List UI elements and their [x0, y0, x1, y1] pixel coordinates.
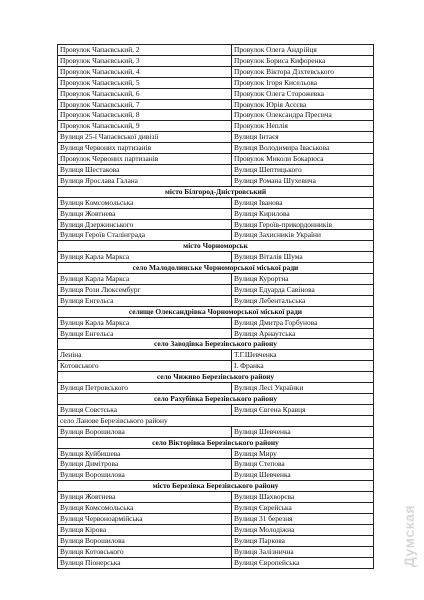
- new-street-name: Вулиця Курортна: [232, 274, 374, 285]
- section-title: село Вікторівка Березівського району: [58, 437, 374, 448]
- new-street-name: Вулиця Європейська: [232, 557, 374, 568]
- table-row: [58, 110, 374, 121]
- old-street-name: Вулиця Шестакова: [58, 164, 232, 175]
- new-street-name: Провулок Миколи Бокарюса: [232, 154, 374, 165]
- old-street-name: Вулиця Дзержинського: [58, 219, 232, 230]
- old-street-name: Вулиця Петровського: [58, 383, 232, 394]
- table-row: [58, 55, 374, 66]
- table-row: [58, 448, 374, 459]
- section-title: село Малодолинське Чорноморської міської ради: [58, 263, 374, 274]
- new-street-name: Вулиця Миру: [232, 448, 374, 459]
- table-row: [58, 208, 374, 219]
- old-street-name: Вулиця Червоних партизанів: [58, 143, 232, 154]
- table-row: [58, 383, 374, 394]
- new-street-name: Вулиця Віталія Шума: [232, 252, 374, 263]
- table-row: [58, 99, 374, 110]
- table-row: [58, 121, 374, 132]
- old-street-name: Вулиця Ярослава Галана: [58, 175, 232, 186]
- new-street-name: І. Франка: [232, 361, 374, 372]
- section-header-row: [58, 394, 374, 405]
- old-street-name: Провулок Чапаєвський, 3: [58, 55, 232, 66]
- table-row: [58, 154, 374, 165]
- new-street-name: Вулиця 31 березня: [232, 513, 374, 524]
- new-street-name: Вулиця Паркова: [232, 535, 374, 546]
- new-street-name: Вулиця Романа Шухевича: [232, 175, 374, 186]
- new-street-name: Т.Г.Шевченка: [232, 350, 374, 361]
- new-street-name: Вулиця Шахворєва: [232, 492, 374, 503]
- table-row: [58, 513, 374, 524]
- old-street-name: Провулок Чапаєвський, 7: [58, 99, 232, 110]
- old-street-name: Вулиця Куйбишева: [58, 448, 232, 459]
- old-street-name: Вулиця Червоноармійська: [58, 513, 232, 524]
- watermark-text: Думская: [401, 504, 418, 568]
- new-street-name: Провулок Неплія: [232, 121, 374, 132]
- section-title: село Чиживо Березівського району: [58, 372, 374, 383]
- new-street-name: Провулок Бориса Кифоренка: [232, 55, 374, 66]
- old-street-name: Провулок Чапаєвський, 5: [58, 77, 232, 88]
- new-street-name: Вулиця Молодіжна: [232, 524, 374, 535]
- table-row: [58, 164, 374, 175]
- old-street-name: Вулиця Димітрова: [58, 459, 232, 470]
- new-street-name: Вулиця Шевченка: [232, 426, 374, 437]
- table-row: [58, 328, 374, 339]
- section-header-row: [58, 339, 374, 350]
- document-page: [57, 44, 367, 569]
- table-row: [58, 77, 374, 88]
- new-street-name: Вулиця Кирилова: [232, 208, 374, 219]
- old-street-name: Провулок Чапаєвський, 8: [58, 110, 232, 121]
- new-street-name: Провулок Віктора Дзхтевського: [232, 66, 374, 77]
- new-street-name: Вулиця Захисників України: [232, 230, 374, 241]
- table-row: [58, 492, 374, 503]
- new-street-name: Провулок Олега Андрійця: [232, 45, 374, 56]
- table-row: [58, 426, 374, 437]
- old-street-name: Вулиця Піонерська: [58, 557, 232, 568]
- new-street-name: Вулиця Євгена Кравця: [232, 404, 374, 415]
- table-row: [58, 295, 374, 306]
- old-street-name: Вулиця 25-ї Чапаєвської дивізії: [58, 132, 232, 143]
- table-row: [58, 230, 374, 241]
- new-street-name: Вулиця Лебентальська: [232, 295, 374, 306]
- old-street-name: Вулиця Комсомольська: [58, 503, 232, 514]
- new-street-name: Провулок Олександра Пресича: [232, 110, 374, 121]
- old-street-name: Вулиця Котовського: [58, 546, 232, 557]
- table-row: [58, 143, 374, 154]
- old-street-name: Провулок Чапаєвський, 6: [58, 88, 232, 99]
- old-street-name: Вулиця Рози Люксембург: [58, 284, 232, 295]
- new-street-name: Вулиця Володимира Іваськова: [232, 143, 374, 154]
- section-title: місто Білгород-Дністровський: [58, 186, 374, 197]
- table-row: [58, 252, 374, 263]
- new-street-name: Вулиця Інтаєя: [232, 132, 374, 143]
- table-row: [58, 88, 374, 99]
- new-street-name: Вулиця Шевченка: [232, 470, 374, 481]
- table-row: [58, 404, 374, 415]
- old-street-name: Вулиця Жовтнева: [58, 208, 232, 219]
- new-street-name: Вулиця Едуарда Савінова: [232, 284, 374, 295]
- table-row: [58, 175, 374, 186]
- section-header-row: [58, 437, 374, 448]
- table-row: [58, 317, 374, 328]
- new-street-name: Вулиця Степова: [232, 459, 374, 470]
- note-text: село Ланове Березівського району: [58, 415, 374, 426]
- table-row: [58, 45, 374, 56]
- table-row: [58, 524, 374, 535]
- old-street-name: Вулиця Героїв Сталінграда: [58, 230, 232, 241]
- old-street-name: Вулиця Енгельса: [58, 295, 232, 306]
- new-street-name: Вулиця Шептицького: [232, 164, 374, 175]
- section-header-row: [58, 372, 374, 383]
- old-street-name: Вулиця Карла Маркса: [58, 252, 232, 263]
- section-title: село Заводівка Березівського району: [58, 339, 374, 350]
- section-header-row: [58, 186, 374, 197]
- old-street-name: Вулиця Ворошилова: [58, 470, 232, 481]
- section-title: місто Чорноморськ: [58, 241, 374, 252]
- table-row: [58, 132, 374, 143]
- old-street-name: Вулиця Карла Маркса: [58, 274, 232, 285]
- watermark: [396, 480, 422, 592]
- new-street-name: Вулиця Лесі Українки: [232, 383, 374, 394]
- section-title: село Рахубівка Березівського району: [58, 394, 374, 405]
- old-street-name: Вулиця Карла Маркса: [58, 317, 232, 328]
- old-street-name: Провулок Чапаєвський, 4: [58, 66, 232, 77]
- old-street-name: Котовського: [58, 361, 232, 372]
- section-header-row: [58, 241, 374, 252]
- table-row: [58, 557, 374, 568]
- new-street-name: Вулиця Іванова: [232, 197, 374, 208]
- old-street-name: Вулиця Енгельса: [58, 328, 232, 339]
- table-row: [58, 197, 374, 208]
- old-street-name: Вулиця Ворошилова: [58, 535, 232, 546]
- section-header-row: [58, 481, 374, 492]
- table-row: [58, 66, 374, 77]
- new-street-name: Провулок Юрія Асєєва: [232, 99, 374, 110]
- old-street-name: Вулиця Жовтнева: [58, 492, 232, 503]
- new-street-name: Провулок Олега Сторожевка: [232, 88, 374, 99]
- street-renaming-table: [57, 44, 374, 569]
- old-street-name: Провулок Чапаєвський, 2: [58, 45, 232, 56]
- old-street-name: Провулок Чапаєвський, 9: [58, 121, 232, 132]
- table-row: [58, 219, 374, 230]
- old-street-name: Вулиця Совєтська: [58, 404, 232, 415]
- table-body: [58, 45, 374, 569]
- section-title: селище Олександрівка Чорноморської міської ради: [58, 306, 374, 317]
- table-row: [58, 361, 374, 372]
- table-row: [58, 503, 374, 514]
- table-row: [58, 546, 374, 557]
- table-row: [58, 274, 374, 285]
- old-street-name: Вулиця Ворошилова: [58, 426, 232, 437]
- new-street-name: Провулок Ігоря Кисельова: [232, 77, 374, 88]
- table-row: [58, 350, 374, 361]
- table-row: [58, 284, 374, 295]
- old-street-name: Вулиця Комсомольська: [58, 197, 232, 208]
- new-street-name: Вулиця Героїв-прикордонників: [232, 219, 374, 230]
- new-street-name: Вулиця Залізнична: [232, 546, 374, 557]
- section-header-row: [58, 263, 374, 274]
- new-street-name: Вулиця Єврейська: [232, 503, 374, 514]
- table-row: [58, 459, 374, 470]
- new-street-name: Вулиця Дмитра Горбунова: [232, 317, 374, 328]
- note-row: [58, 415, 374, 426]
- new-street-name: Вулиця Арнаутська: [232, 328, 374, 339]
- old-street-name: Провулок Червоних партизанів: [58, 154, 232, 165]
- section-title: місто Березівка Березівського району: [58, 481, 374, 492]
- section-header-row: [58, 306, 374, 317]
- old-street-name: Леніна: [58, 350, 232, 361]
- old-street-name: Вулиця Кірова: [58, 524, 232, 535]
- table-row: [58, 535, 374, 546]
- table-row: [58, 470, 374, 481]
